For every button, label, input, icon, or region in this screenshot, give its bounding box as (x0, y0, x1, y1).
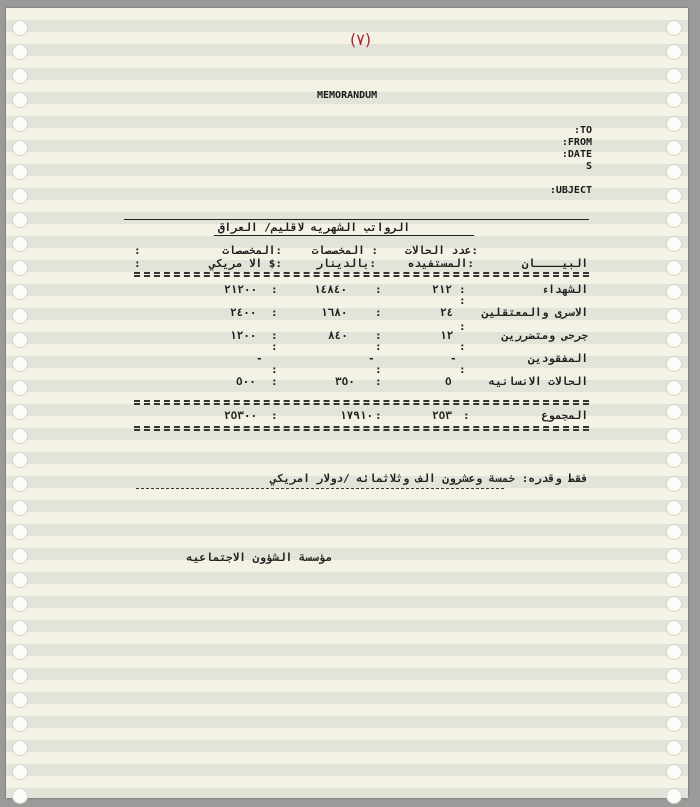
column-cases-line2: :المستفيده (407, 257, 474, 270)
sprocket-hole (666, 788, 682, 804)
memo-title: MEMORANDUM (317, 90, 378, 101)
row-dinar: ٨٤٠ (328, 329, 348, 342)
total-top-double-rule (134, 400, 589, 405)
sprocket-hole (12, 716, 28, 732)
sprocket-hole (666, 284, 682, 300)
sprocket-hole (12, 356, 28, 372)
sprocket-hole (12, 68, 28, 84)
sprocket-hole (666, 476, 682, 492)
from-field: :FROM (561, 137, 592, 148)
colon-1: : (459, 294, 466, 307)
row-dinar: ١٤٨٤٠ (314, 283, 348, 296)
sprocket-hole (12, 764, 28, 780)
table-title: الرواتب الشهريه لاقليم/ العراق (217, 221, 410, 234)
colon-2: : (375, 283, 382, 296)
sprocket-hole (666, 308, 682, 324)
amount-in-words: فقط وقدره: خمسة وعشرون الف وثلاثمائه /دولار امريكي (270, 472, 588, 485)
row-usd: - (256, 352, 263, 365)
sprocket-hole (12, 380, 28, 396)
sprocket-hole (666, 548, 682, 564)
colon-2: : (375, 409, 382, 422)
sprocket-hole (666, 44, 682, 60)
sprocket-hole (12, 284, 28, 300)
sprocket-hole (666, 356, 682, 372)
column-usd-line2: :$ الا مريكي (209, 257, 282, 270)
subject-s-field: S (585, 161, 592, 172)
total-label: المجموع (541, 409, 588, 422)
sprocket-hole (12, 44, 28, 60)
sprocket-hole (666, 644, 682, 660)
row-cases: ٢٤ (440, 306, 454, 319)
colon-3: : (271, 409, 278, 422)
row-dinar: ٣٥٠ (335, 375, 355, 388)
colon-2: : (375, 340, 382, 353)
colon-1: : (459, 340, 466, 353)
row-usd: ٥٠٠ (236, 375, 256, 388)
row-label: الحالات الانسانيه (488, 375, 588, 388)
total-cases: ٢٥٣ (432, 409, 452, 422)
sprocket-hole (666, 92, 682, 108)
colon-3: : (271, 283, 278, 296)
column-statement: البيــــان (521, 257, 588, 270)
column-usd-line1: :المخصصات (222, 244, 282, 257)
colon-1: : (463, 409, 470, 422)
total-dinar: ١٧٩١٠ (340, 409, 374, 422)
sprocket-hole (666, 68, 682, 84)
sprocket-hole (666, 260, 682, 276)
sprocket-hole (666, 620, 682, 636)
sprocket-hole (666, 716, 682, 732)
sprocket-hole (12, 548, 28, 564)
date-field: :DATE (561, 149, 592, 160)
total-bottom-double-rule (134, 426, 589, 431)
sprocket-hole (666, 332, 682, 348)
sprocket-hole (666, 140, 682, 156)
colon-3: : (271, 340, 278, 353)
colon-5: : (271, 375, 278, 388)
sprocket-hole (12, 644, 28, 660)
sprocket-hole (666, 380, 682, 396)
header-double-rule (134, 272, 589, 277)
sprocket-hole (666, 20, 682, 36)
row-usd: ١٢٠٠ (230, 329, 257, 342)
sprocket-hole (12, 212, 28, 228)
sprocket-hole (12, 500, 28, 516)
header-fields (562, 125, 592, 173)
left-colon-2: : (134, 257, 141, 270)
sprocket-hole (12, 788, 28, 804)
row-label: جرحى ومتضررين (501, 329, 588, 342)
sprocket-hole (666, 668, 682, 684)
row-label: الشهداء (541, 283, 588, 296)
sprocket-hole (666, 692, 682, 708)
row-cases: ٢١٢ (432, 283, 452, 296)
colon-3: : (271, 306, 278, 319)
sprocket-hole (12, 620, 28, 636)
title-underline (214, 235, 474, 236)
amount-underline (136, 488, 504, 489)
sprocket-hole (666, 764, 682, 780)
row-cases: ١٢ (440, 329, 454, 342)
colon-2: : (375, 329, 382, 342)
sprocket-hole (12, 92, 28, 108)
sprocket-hole (12, 404, 28, 420)
sprocket-hole (666, 596, 682, 612)
sprocket-hole (666, 452, 682, 468)
row-cases: ٥ (445, 375, 452, 388)
sprocket-hole (12, 524, 28, 540)
sprocket-hole (12, 260, 28, 276)
sprocket-hole (12, 668, 28, 684)
sprocket-hole (12, 164, 28, 180)
sprocket-hole (666, 188, 682, 204)
column-dinar-line1: : المخصصات (311, 244, 378, 257)
sprocket-hole (666, 212, 682, 228)
row-label: المفقودين (528, 352, 588, 365)
total-usd: ٢٥٣٠٠ (224, 409, 258, 422)
colon-1: : (459, 283, 466, 296)
sprocket-hole (12, 116, 28, 132)
sprocket-hole (666, 404, 682, 420)
sprocket-hole (12, 452, 28, 468)
colon-1: : (459, 320, 466, 333)
sprocket-hole (12, 20, 28, 36)
column-dinar-line2: :بالدينار (316, 257, 376, 270)
colon-3: : (271, 329, 278, 342)
to-field: :TO (573, 125, 592, 136)
colon-4: : (375, 375, 382, 388)
sprocket-hole (12, 692, 28, 708)
row-usd: ٢٤٠٠ (230, 306, 257, 319)
left-sprocket-holes (12, 8, 28, 798)
column-cases-line1: :عدد الحالات (405, 244, 478, 257)
left-colon-1: : (134, 244, 141, 257)
sprocket-hole (666, 572, 682, 588)
subject-field: :UBJECT (549, 185, 592, 196)
sprocket-hole (12, 740, 28, 756)
sprocket-hole (666, 428, 682, 444)
sprocket-hole (666, 500, 682, 516)
sprocket-hole (666, 740, 682, 756)
sprocket-hole (12, 140, 28, 156)
sprocket-hole (12, 572, 28, 588)
sprocket-hole (12, 188, 28, 204)
sprocket-hole (666, 524, 682, 540)
sprocket-hole (666, 164, 682, 180)
sprocket-hole (666, 116, 682, 132)
row-usd: ٢١٢٠٠ (224, 283, 258, 296)
sprocket-hole (666, 236, 682, 252)
sprocket-hole (12, 236, 28, 252)
row-label: الاسرى والمعتقلين (482, 306, 588, 319)
sprocket-hole (12, 476, 28, 492)
top-rule (124, 219, 589, 220)
row-dinar: ١٦٨٠ (321, 306, 348, 319)
colon-2: : (375, 306, 382, 319)
signature: مؤسسة الشؤون الاجتماعيه (186, 551, 332, 564)
sprocket-hole (12, 332, 28, 348)
page-number: (٧) (350, 30, 372, 49)
sprocket-hole (12, 308, 28, 324)
sprocket-hole (12, 428, 28, 444)
row-cases: - (450, 352, 457, 365)
row-dinar: - (368, 352, 375, 365)
sprocket-hole (12, 596, 28, 612)
colon-3: : (271, 363, 278, 376)
right-sprocket-holes (666, 8, 682, 798)
colon-2: : (375, 363, 382, 376)
colon-1: : (459, 363, 466, 376)
